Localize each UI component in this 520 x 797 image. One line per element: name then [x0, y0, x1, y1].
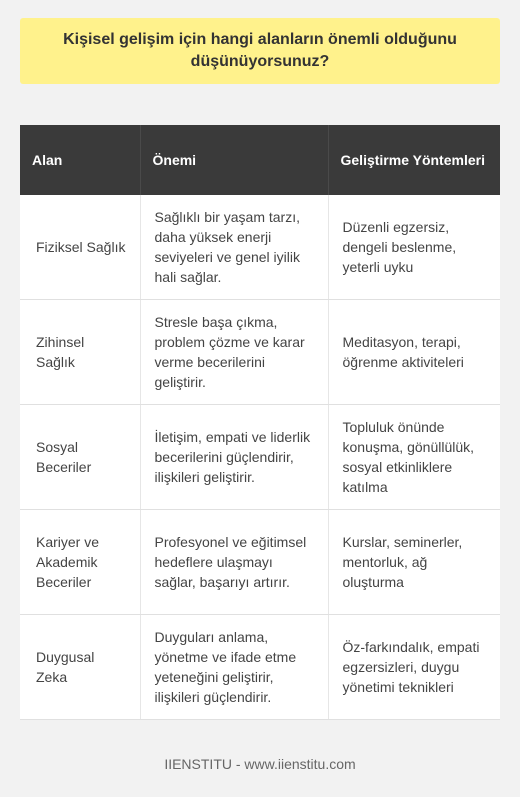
cell-methods: Düzenli egzersiz, dengeli beslenme, yeterli uyku: [328, 195, 500, 300]
cell-importance: Profesyonel ve eğitimsel hedeflere ulaşmayı sağlar, başarıyı artırır.: [140, 510, 328, 615]
cell-area: Fiziksel Sağlık: [20, 195, 140, 300]
cell-methods: Kurslar, seminerler, mentorluk, ağ oluşturma: [328, 510, 500, 615]
cell-methods: Öz-farkındalık, empati egzersizleri, duygu yönetimi teknikleri: [328, 615, 500, 720]
cell-area: Zihinsel Sağlık: [20, 300, 140, 405]
header-importance: Önemi: [140, 125, 328, 195]
table-header-row: [20, 125, 500, 195]
cell-area: Kariyer ve Akademik Beceriler: [20, 510, 140, 615]
personal-development-table: [20, 125, 500, 720]
table-row: [20, 510, 500, 615]
cell-importance: Duyguları anlama, yönetme ve ifade etme yeteneğini geliştirir, ilişkileri güçlendirir.: [140, 615, 328, 720]
cell-methods: Topluluk önünde konuşma, gönüllülük, sosyal etkinliklere katılma: [328, 405, 500, 510]
table-row: [20, 195, 500, 300]
cell-methods: Meditasyon, terapi, öğrenme aktiviteleri: [328, 300, 500, 405]
footer-credit: IIENSTITU - www.iienstitu.com: [164, 756, 356, 772]
table-row: [20, 615, 500, 720]
page-title: Kişisel gelişim için hangi alanların önemli olduğunu düşünüyorsunuz?: [20, 18, 500, 84]
cell-importance: Sağlıklı bir yaşam tarzı, daha yüksek enerji seviyeleri ve genel iyilik hali sağlar.: [140, 195, 328, 300]
header-methods: Geliştirme Yöntemleri: [328, 125, 500, 195]
table-row: [20, 405, 500, 510]
cell-importance: İletişim, empati ve liderlik becerilerini güçlendirir, ilişkileri geliştirir.: [140, 405, 328, 510]
header-area: Alan: [20, 125, 140, 195]
cell-area: Sosyal Beceriler: [20, 405, 140, 510]
table-row: [20, 300, 500, 405]
cell-area: Duygusal Zeka: [20, 615, 140, 720]
cell-importance: Stresle başa çıkma, problem çözme ve karar verme becerilerini geliştirir.: [140, 300, 328, 405]
